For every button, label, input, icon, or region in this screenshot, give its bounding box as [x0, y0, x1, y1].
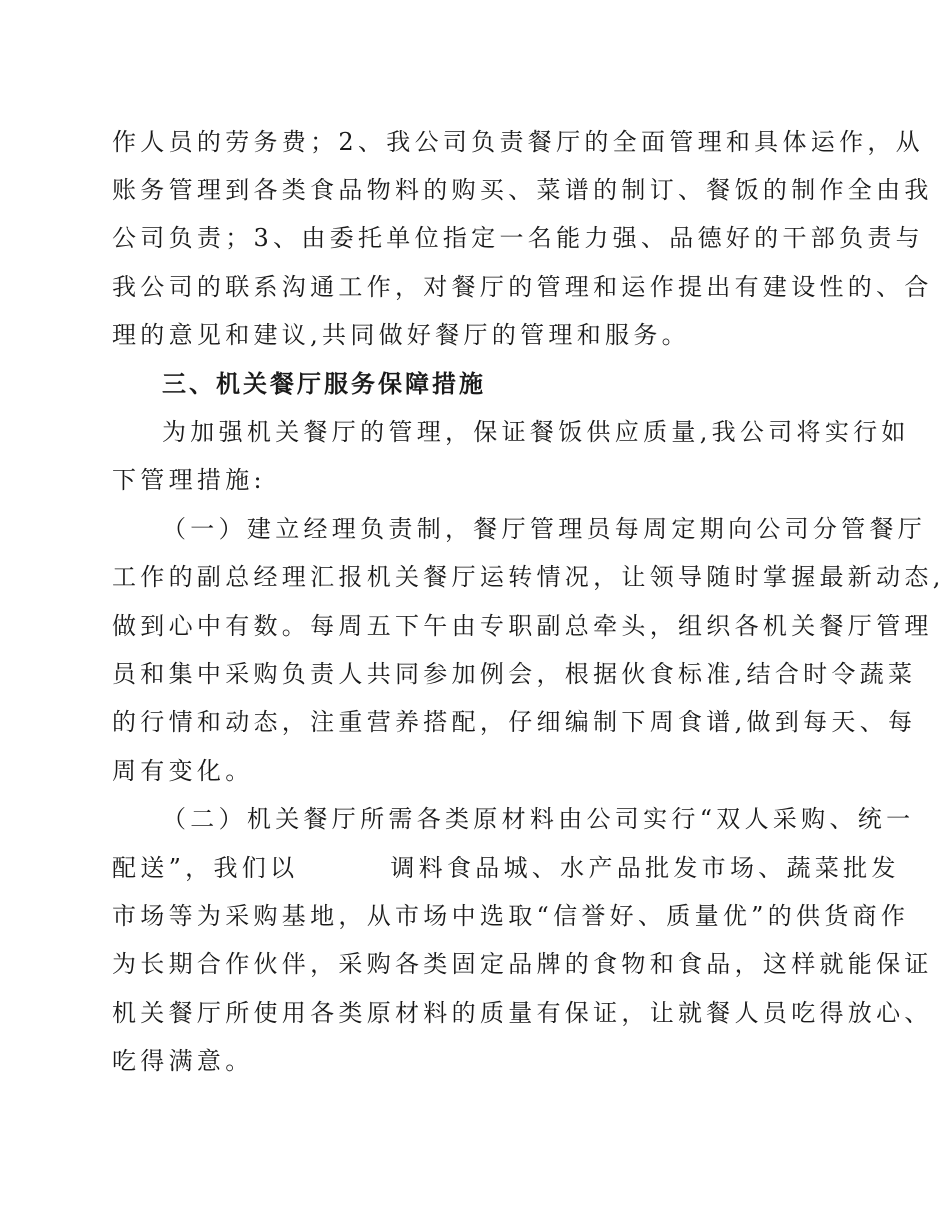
paragraph-line: 理的意见和建议,共同做好餐厅的管理和服务。	[112, 321, 690, 349]
paragraph-line: 账务管理到各类食品物料的购买、菜谱的制订、餐饭的制作全由我	[112, 176, 933, 204]
paragraph-line: 为加强机关餐厅的管理，保证餐饭供应质量,我公司将实行如	[162, 418, 910, 446]
paragraph-line: 工作的副总经理汇报机关餐厅运转情况，让领导随时掌握最新动态,	[112, 563, 945, 591]
paragraph-line	[112, 852, 900, 884]
paragraph-line: 作人员的劳务费；2、我公司负责餐厅的全面管理和具体运作，从	[112, 128, 924, 156]
paragraph-line: 做到心中有数。每周五下午由专职副总牵头，组织各机关餐厅管理	[112, 612, 933, 640]
paragraph-line: （二）机关餐厅所需各类原材料由公司实行“双人采购、统一	[162, 805, 915, 833]
paragraph-line-part: 调料食品城、水产品批发市场、蔬菜批发	[390, 854, 900, 882]
paragraph-line: 机关餐厅所使用各类原材料的质量有保证，让就餐人员吃得放心、	[112, 999, 933, 1027]
paragraph-line: 我公司的联系沟通工作，对餐厅的管理和运作提出有建设性的、合	[112, 273, 933, 301]
paragraph-line: 下管理措施:	[112, 466, 266, 494]
paragraph-line: 市场等为采购基地，从市场中选取“信誉好、质量优”的供货商作	[112, 902, 910, 930]
section-heading: 三、机关餐厅服务保障措施	[162, 370, 486, 398]
paragraph-line: 为长期合作伙伴，采购各类固定品牌的食物和食品，这样就能保证	[112, 950, 933, 978]
paragraph-line: 吃得满意。	[112, 1047, 254, 1075]
paragraph-line: 的行情和动态，注重营养搭配，仔细编制下周食谱,做到每天、每	[112, 708, 917, 736]
paragraph-line-part: 配送”，我们以	[112, 854, 299, 882]
paragraph-line: 员和集中采购负责人共同参加例会，根据伙食标准,结合时令蔬菜	[112, 660, 917, 688]
paragraph-line: 公司负责；3、由委托单位指定一名能力强、品德好的干部负责与	[112, 224, 924, 252]
paragraph-line: （一）建立经理负责制，餐厅管理员每周定期向公司分管餐厅	[162, 515, 927, 543]
paragraph-line: 周有变化。	[112, 757, 254, 785]
